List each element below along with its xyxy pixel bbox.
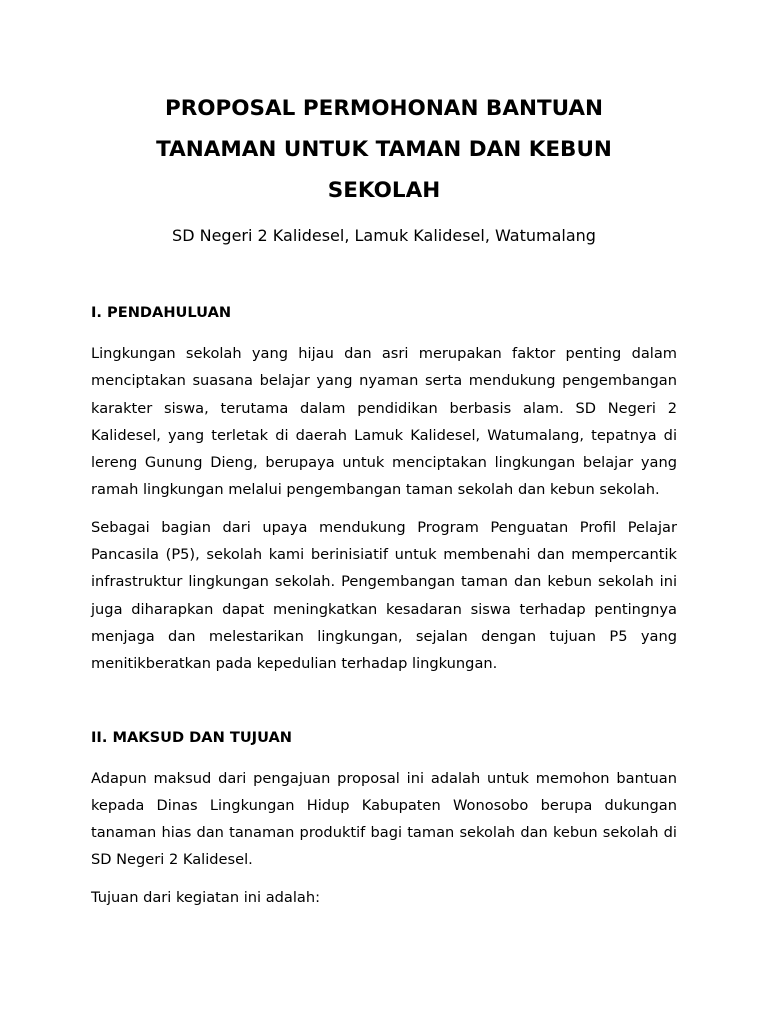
paragraph: Sebagai bagian dari upaya mendukung Program Penguatan Profil Pelajar Pancasila (P5), sekolah kami berinisiatif untuk membenahi dan mempercantik infrastruktur lingkungan sekolah. Pengembangan taman dan kebun sekolah ini juga diharapkan dapat meningkatkan kesadaran siswa terhadap pentingnya menjaga dan melestarikan lingkungan, sejalan dengan tujuan P5 yang menitikberatkan pada kepedulian terhadap lingkungan. [91, 518, 677, 673]
document-body [91, 303, 677, 911]
document-title: PROPOSAL PERMOHONAN BANTUAN TANAMAN UNTUK TAMAN DAN KEBUN SEKOLAH [156, 96, 612, 203]
paragraph: Tujuan dari kegiatan ini adalah: [91, 888, 321, 906]
paragraph: Adapun maksud dari pengajuan proposal ini adalah untuk memohon bantuan kepada Dinas Lingkungan Hidup Kabupaten Wonosobo berupa dukungan tanaman hias dan tanaman produktif bagi taman sekolah dan kebun sekolah di SD Negeri 2 Kalidesel. [91, 769, 677, 869]
section-heading-maksud-dan-tujuan: II. MAKSUD DAN TUJUAN [91, 728, 293, 746]
paragraph: Lingkungan sekolah yang hijau dan asri merupakan faktor penting dalam menciptakan suasana belajar yang nyaman serta mendukung pengembangan karakter siswa, terutama dalam pendidikan berbasis alam. SD Negeri 2 Kalidesel, yang terletak di daerah Lamuk Kalidesel, Watumalang, tepatnya di lereng Gunung Dieng, berupaya untuk menciptakan lingkungan belajar yang ramah lingkungan melalui pengembangan taman sekolah dan kebun sekolah. [91, 345, 677, 499]
section-heading-pendahuluan: I. PENDAHULUAN [91, 304, 232, 321]
document-subtitle: SD Negeri 2 Kalidesel, Lamuk Kalidesel, Watumalang [172, 226, 596, 245]
